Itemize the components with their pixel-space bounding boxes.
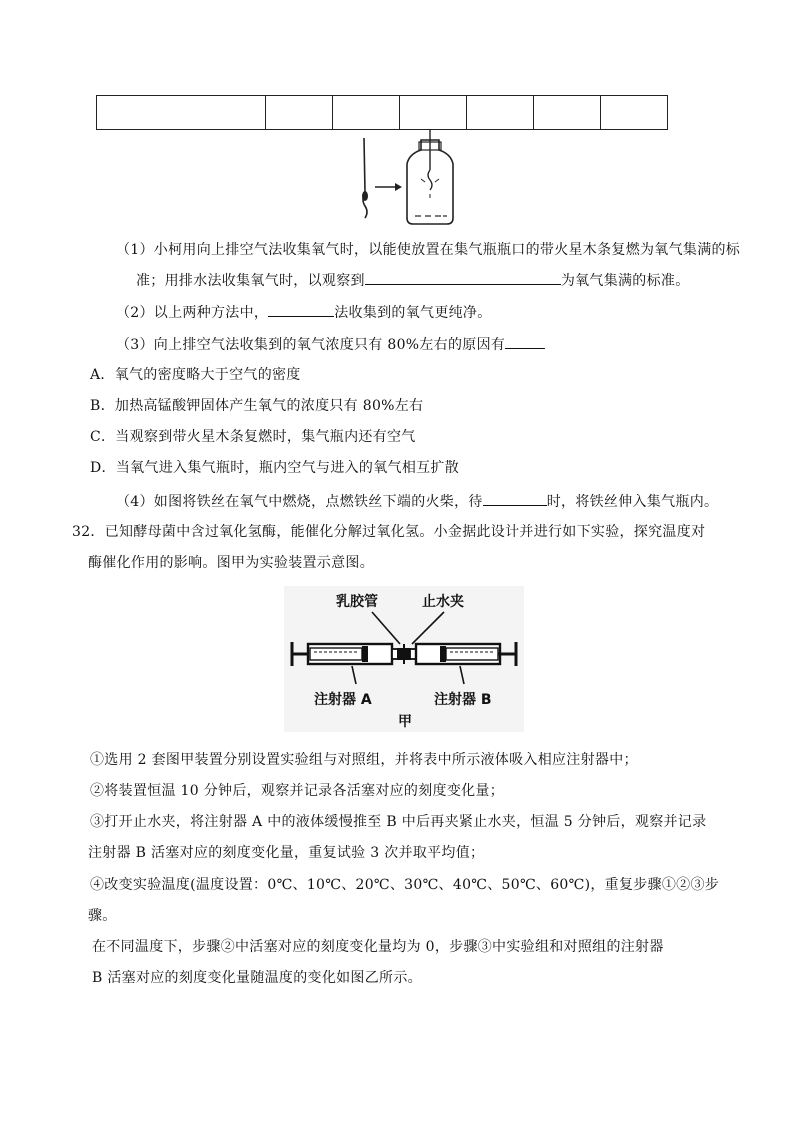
table-row: [97, 96, 668, 130]
iron-wire-with-match: [362, 138, 368, 218]
q32-step4-line1: ④改变实验温度(温度设置：0℃、10℃、20℃、30℃、40℃、50℃、60℃)，重复步骤①②③步: [90, 877, 720, 893]
answer-blank[interactable]: [365, 270, 561, 285]
table-cell: [333, 96, 400, 130]
label-water-clamp: 止水夹: [422, 594, 464, 610]
q31-part1-line2: [136, 270, 690, 291]
q32-intro-line1: 32．已知酵母菌中含过氧化氢酶，能催化分解过氧化氢。小金据此设计并进行如下实验，探究温度对: [72, 524, 706, 540]
q32-intro-line2: 酶催化作用的影响。图甲为实验装置示意图。: [88, 555, 374, 571]
answer-blank[interactable]: [483, 491, 547, 506]
q31-part2-text-b: 法收集到的氧气更纯净。: [334, 305, 492, 321]
syringe-apparatus-figure: [284, 586, 524, 732]
table-cell: [266, 96, 333, 130]
q32-result-line2: B 活塞对应的刻度变化量随温度的变化如图乙所示。: [92, 970, 422, 986]
table-cell: [400, 96, 467, 130]
q32-step4-line2: 骤。: [88, 908, 117, 924]
q32-step3-line1: ③打开止水夹，将注射器 A 中的液体缓慢推至 B 中后再夹紧止水夹，恒温 5 分钟后，观察并记录: [90, 814, 707, 830]
q31-part1-line1: （1）小柯用向上排空气法收集氧气时，以能使放置在集气瓶瓶口的带火星木条复燃为氧气集满的标: [116, 242, 741, 258]
label-syringe-a: 注射器 A: [314, 692, 372, 708]
q31-part2-text-a: （2）以上两种方法中，: [116, 305, 269, 321]
q32-step3-line2: 注射器 B 活塞对应的刻度变化量，重复试验 3 次并取平均值；: [88, 845, 485, 861]
q32-step2: ②将装置恒温 10 分钟后，观察并记录各活塞对应的刻度变化量；: [90, 783, 505, 799]
q31-part4-text-b: 时，将铁丝伸入集气瓶内。: [546, 494, 719, 510]
q31-part1-text-a: 准；用排水法收集氧气时，以观察到: [136, 273, 365, 289]
q32-step1: ①选用 2 套图甲装置分别设置实验组与对照组，并将表中所示液体吸入相应注射器中；: [90, 752, 638, 768]
table-cell: [601, 96, 668, 130]
label-syringe-b: 注射器 B: [434, 692, 492, 708]
table-cell: [97, 96, 266, 130]
q31-option-c: C．当观察到带火星木条复燃时，集气瓶内还有空气: [90, 429, 416, 445]
syringe-b: [410, 642, 516, 666]
iron-wire-bottle-figure: [355, 130, 455, 230]
q31-part3: [116, 334, 545, 355]
q32-result-line1: 在不同温度下，步骤②中活塞对应的刻度变化量均为 0，步骤③中实验组和对照组的注射器: [92, 939, 664, 955]
answer-blank[interactable]: [268, 302, 334, 317]
table-cell: [467, 96, 534, 130]
q31-part3-text: （3）向上排空气法收集到的氧气浓度只有 80%左右的原因有: [116, 337, 506, 353]
q31-part4-text-a: （4）如图将铁丝在氧气中燃烧，点燃铁丝下端的火柴，待: [116, 494, 483, 510]
figure-caption: 甲: [398, 714, 412, 730]
q31-option-a: A．氧气的密度略大于空气的密度: [90, 367, 301, 383]
data-table: [96, 95, 668, 130]
syringe-a: [292, 642, 398, 666]
q31-part2: [116, 302, 492, 323]
q31-part1-text-b: 为氧气集满的标准。: [560, 273, 690, 289]
q31-option-b: B．加热高锰酸钾固体产生氧气的浓度只有 80%左右: [90, 398, 424, 414]
label-latex-tube: 乳胶管: [336, 594, 378, 610]
q31-part4: [116, 491, 718, 512]
q31-option-d: D．当氧气进入集气瓶时，瓶内空气与进入的氧气相互扩散: [90, 460, 460, 476]
gas-bottle: [407, 130, 453, 224]
answer-blank[interactable]: [505, 334, 545, 349]
arrow-icon: [375, 183, 402, 191]
table-cell: [534, 96, 601, 130]
